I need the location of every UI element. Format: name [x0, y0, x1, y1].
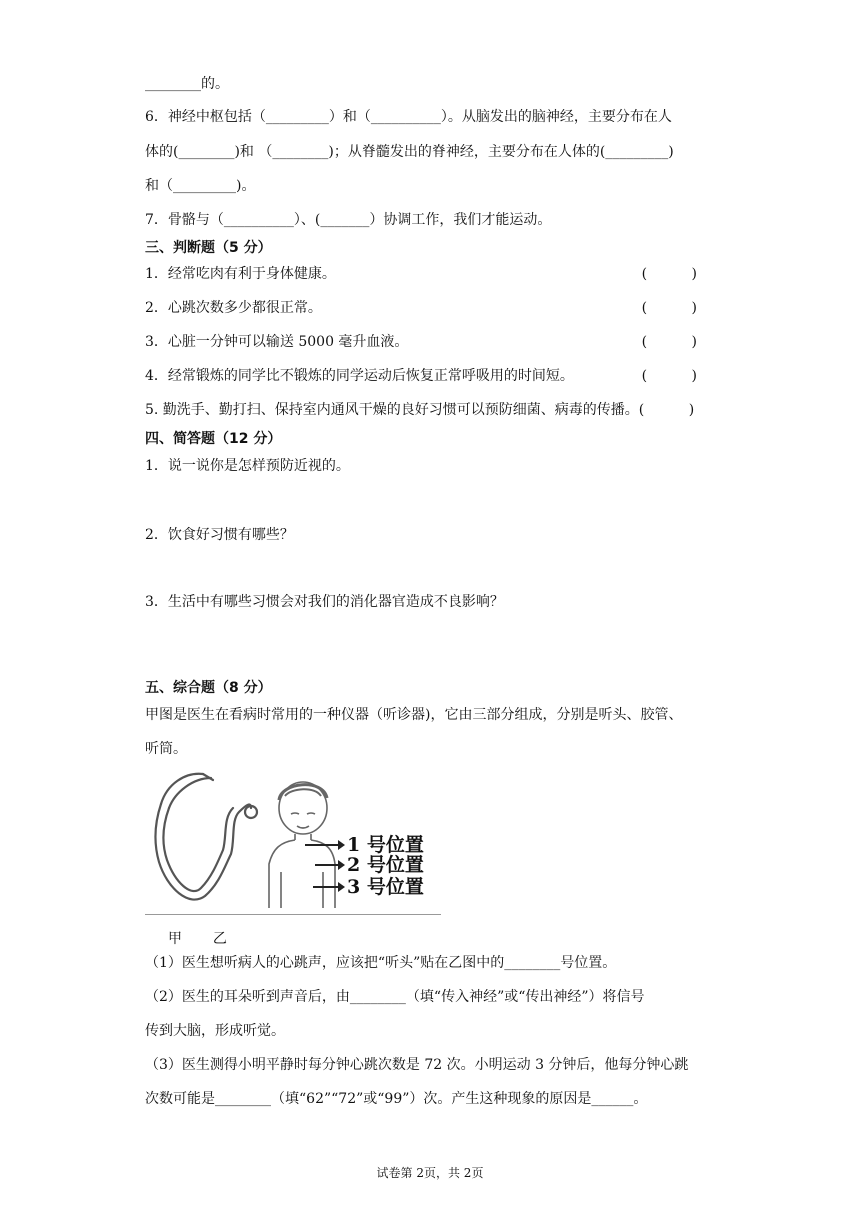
figure-labels: [168, 928, 227, 948]
position-label-3: 3 号位置: [347, 876, 424, 898]
section5-q3-line-1: （3）医生测得小明平静时每分钟心跳次数是 72 次。小明运动 3 分钟后，他每分钟心跳: [145, 1057, 689, 1073]
position-arrow-2: [315, 864, 343, 866]
judge-item-paren: ( ): [641, 300, 697, 316]
q7-line: 7．骨骼与（__________）、(_______）协调工作，我们才能运动。: [145, 212, 552, 228]
section5-q2-line-1: （2）医生的耳朵听到声音后，由________（填“传入神经”或“传出神经”）将信号: [145, 989, 645, 1005]
position-arrow-3: [313, 886, 343, 888]
position-label-2: 2 号位置: [347, 854, 424, 876]
figure-label-jia: 甲: [168, 931, 182, 947]
short-answer-item: 1．说一说你是怎样预防近视的。: [145, 458, 350, 474]
figure-baseline: [145, 914, 441, 915]
arrow-head-icon: [338, 882, 345, 892]
judge-item-paren: ( ): [641, 266, 697, 282]
position-arrow-1: [305, 844, 343, 846]
short-answer-item: 2．饮食好习惯有哪些？: [145, 527, 294, 543]
figure-label-yi: 乙: [212, 931, 227, 947]
section5-title: 五、综合题（8 分）: [145, 680, 272, 696]
judge-item-text: 1．经常吃肉有利于身体健康。: [145, 266, 336, 282]
judge-item-paren: ( ): [641, 334, 697, 350]
continuation-line: ________的。: [145, 76, 229, 92]
short-answer-item: 3．生活中有哪些习惯会对我们的消化器官造成不良影响？: [145, 594, 504, 610]
section5-q3-line-2: 次数可能是________（填“62”“72”或“99”）次。产生这种现象的原因是______。: [145, 1091, 648, 1107]
position-label-1: 1 号位置: [347, 834, 424, 856]
section5-intro-2: 听筒。: [145, 741, 187, 757]
section3-title: 三、判断题（5 分）: [145, 240, 272, 256]
judge-item-paren: ( ): [641, 368, 697, 384]
arrow-head-icon: [338, 860, 345, 870]
section5-intro-1: 甲图是医生在看病时常用的一种仪器（听诊器)，它由三部分组成，分别是听头、胶管、: [145, 707, 683, 723]
judge-item-text: 4．经常锻炼的同学比不锻炼的同学运动后恢复正常呼吸用的时间短。: [145, 368, 574, 384]
q6-line-1: 6．神经中枢包括（_________）和（__________）。从脑发出的脑神经，主要分布在人: [145, 109, 672, 125]
section5-q2-line-2: 传到大脑，形成听觉。: [145, 1023, 285, 1039]
arrow-head-icon: [338, 840, 345, 850]
section4-title: 四、简答题（12 分）: [145, 431, 282, 447]
q6-line-3: 和（_________)。: [145, 178, 256, 194]
stethoscope-figure: [145, 768, 445, 918]
judge-item-5: 5. 勤洗手、勤打扫、保持室内通风干燥的良好习惯可以预防细菌、病毒的传播。( ): [145, 402, 695, 418]
section5-q1: （1）医生想听病人的心跳声，应该把“听头”贴在乙图中的________号位置。: [145, 955, 617, 971]
q6-line-2: 体的(________)和 （________)；从脊髓发出的脊神经，主要分布在人体的(_________): [145, 144, 674, 160]
page-footer: 试卷第 2页，共 2页: [376, 1166, 484, 1180]
judge-item-text: 3．心脏一分钟可以输送 5000 毫升血液。: [145, 334, 409, 350]
judge-item-text: 2．心跳次数多少都很正常。: [145, 300, 322, 316]
